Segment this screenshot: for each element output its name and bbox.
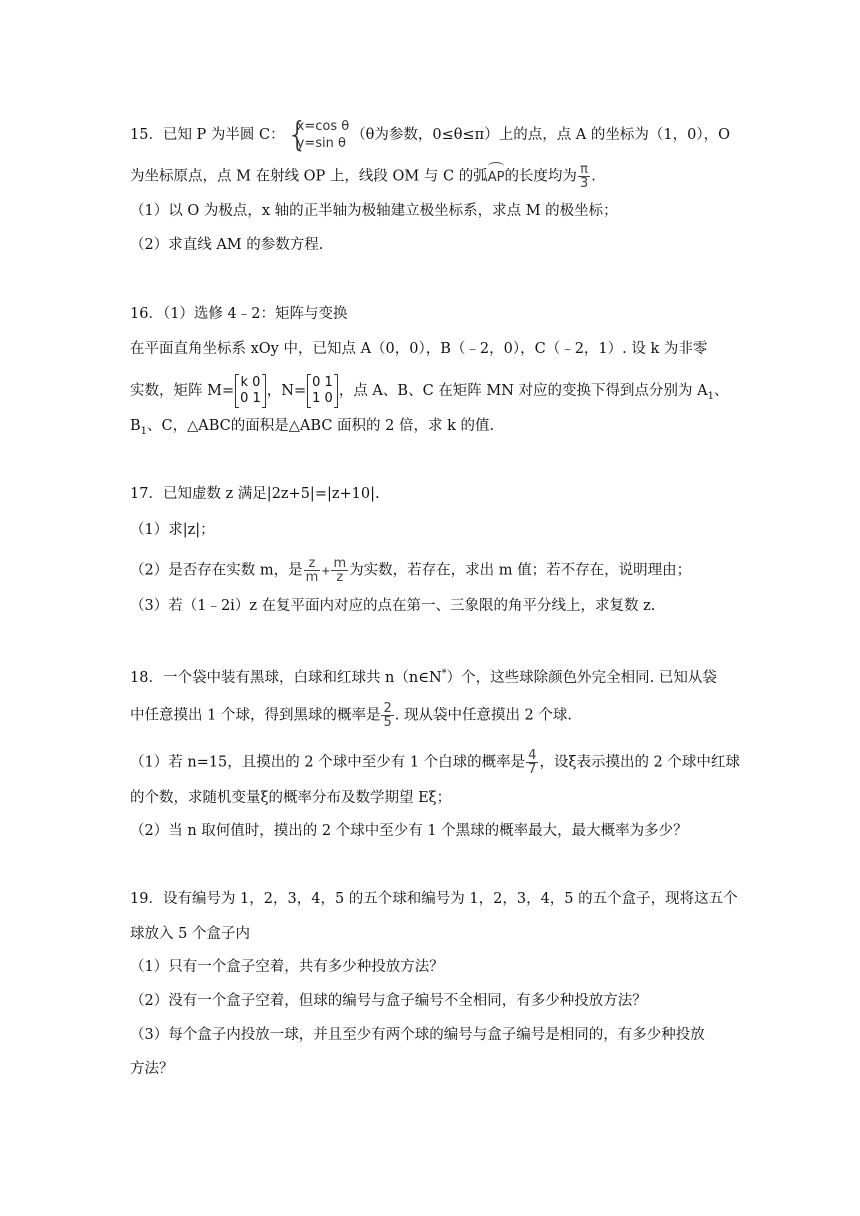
q18-q-num: 4 xyxy=(528,748,537,763)
brace-icon: { xyxy=(286,115,309,155)
q17-sub2-post: 为实数，若存在，求出 m 值；若不存在，说明理由； xyxy=(349,562,692,579)
q18-p-num: 2 xyxy=(383,701,392,716)
q15-fraction xyxy=(578,163,590,190)
q19-sub3-line2: 方法？ xyxy=(130,1061,174,1077)
q19-sub2: （2）没有一个盒子空着，但球的编号与盒子编号不全相同，有多少种投放方法？ xyxy=(130,993,647,1009)
matrix-m xyxy=(235,374,266,408)
q15-prefix: 15．已知 P 为半圆 C： xyxy=(130,127,285,143)
q17-f1-den: m xyxy=(305,570,319,585)
q15-sub2: （2）求直线 AM 的参数方程. xyxy=(130,237,324,253)
q17-sub2: （2）是否存在实数 m，是 $\frac{z}{m}$ + $\frac{m}{z}$ 为实数，若存在，求出 m 值；若不存在，说明理由； xyxy=(130,556,692,585)
q15-line2 xyxy=(130,163,730,190)
q17-f1-num: z xyxy=(304,557,321,571)
q19-line1: 19．设有编号为 1，2，3，4，5 的五个球和编号为 1，2，3，4，5 的五个盒子，现将这五个 xyxy=(130,891,738,907)
q18-sub2: （2）当 n 取何值时，摸出的 2 个球中至少有 1 个黑球的概率最大，最大概率为多少？ xyxy=(130,823,688,839)
q18-line2-pre: 中任意摸出 1 个球，得到黑球的概率是 xyxy=(130,707,381,724)
q15-frac-num: π xyxy=(578,163,590,177)
q15-arc-ap: AP xyxy=(488,164,505,188)
q18-line2 xyxy=(130,702,730,729)
q15-line2-mid: 的长度均为 xyxy=(504,168,577,185)
q16-line4-text: 、C，△ABC的面积是△ABC 面积的 2 倍，求 k 的值. xyxy=(147,418,495,434)
q15-sys-line2: y=sin θ xyxy=(296,136,346,151)
matrix-n xyxy=(307,374,338,408)
q19-line2: 球放入 5 个盒子内 xyxy=(130,926,250,942)
matrix-n-row1: 0 1 xyxy=(312,375,333,390)
q16-line3-mid: ，N= xyxy=(266,383,307,399)
q18-sub1-pre: （1）若 n=15，且摸出的 2 个球中至少有 1 个白球的概率是 xyxy=(130,754,526,771)
q16-line2: 在平面直角坐标系 xOy 中，已知点 A（0，0），B（﹣2，0），C（﹣2，1）. 设 k 为非零 xyxy=(130,341,708,357)
q15-sys-line1: x=cos θ xyxy=(296,119,350,134)
q15-suffix: （θ为参数，0≤θ≤π）上的点，点 A 的坐标为（1，0），O xyxy=(351,127,730,143)
q18-sub1-post: ，设ξ表示摸出的 2 个球中红球 xyxy=(539,754,740,771)
q17-sub2-pre: （2）是否存在实数 m，是 xyxy=(130,562,303,579)
q15-frac-den: 3 xyxy=(579,176,589,191)
q15-line2-pre: 为坐标原点，点 M 在射线 OP 上，线段 OM 与 C 的弧 xyxy=(130,168,488,185)
q18-sub1-line2: 的个数，求随机变量ξ的概率分布及数学期望 Eξ； xyxy=(130,790,452,806)
q18-sub1 xyxy=(130,748,740,777)
q16-line3-pre: 实数，矩阵 M= xyxy=(130,383,235,399)
q17-sub1: （1）求|z|； xyxy=(130,522,215,538)
q16-line3-post: ，点 A、B、C 在矩阵 MN 对应的变换下得到点分别为 A xyxy=(338,383,708,399)
q17-fraction-1 xyxy=(304,557,321,584)
q18-fraction-p xyxy=(381,702,393,729)
q15-line1 xyxy=(130,115,730,155)
q18-q-den: 7 xyxy=(528,762,537,777)
q19-sub1: （1）只有一个盒子空着，共有多少种投放方法？ xyxy=(130,959,444,975)
q15-sub1: （1）以 O 为极点，x 轴的正半轴为极轴建立极坐标系，求点 M 的极坐标； xyxy=(130,203,618,219)
q17-f2-den: z xyxy=(336,570,344,585)
q15-line2-end: . xyxy=(591,168,596,185)
q18-line1-post: ）个，这些球除颜色外完全相同. 已知从袋 xyxy=(446,669,717,686)
q18-p-den: 5 xyxy=(383,715,392,730)
q18-line2-post: . 现从袋中任意摸出 2 个球. xyxy=(394,707,573,724)
q18-line1: 18．一个袋中装有黑球，白球和红球共 n（n∈N*）个，这些球除颜色外完全相同. 已知从袋 xyxy=(130,668,717,686)
matrix-n-row2: 1 0 xyxy=(312,391,333,406)
matrix-m-row2: 0 1 xyxy=(240,391,261,406)
q15-parametric-system xyxy=(286,115,350,155)
q19-sub3: （3）每个盒子内投放一球，并且至少有两个球的编号与盒子编号是相同的，有多少种投放 xyxy=(130,1027,705,1043)
q16-sub-1: 1 xyxy=(707,390,714,402)
matrix-m-row1: k 0 xyxy=(240,375,261,390)
q16-line4: $B_1$、C，△ABC的面积是△ABC 面积的 2 倍，求 k 的值. xyxy=(130,418,495,437)
q16-line3: 实数，矩阵 M= k 0 0 1 ，N= 0 1 1 0 ，点 A、B、C 在矩阵 MN 对应的变换下得到点分别为 $A_1$、 xyxy=(130,375,729,406)
q17-fraction-2 xyxy=(331,557,348,584)
q17-sub3: （3）若（1﹣2i）z 在复平面内对应的点在第一、三象限的角平分线上，求复数 z. xyxy=(130,598,656,614)
q18-fraction-q xyxy=(526,749,538,776)
q16-line1: 16．（1）选修 4﹣2：矩阵与变换 xyxy=(130,306,348,322)
q17-line1: 17．已知虚数 z 满足|2z+5|=|z+10|. xyxy=(130,486,380,502)
q17-f2-num: m xyxy=(333,556,347,571)
q18-line1-pre: 18．一个袋中装有黑球，白球和红球共 n（n∈N xyxy=(130,669,442,686)
